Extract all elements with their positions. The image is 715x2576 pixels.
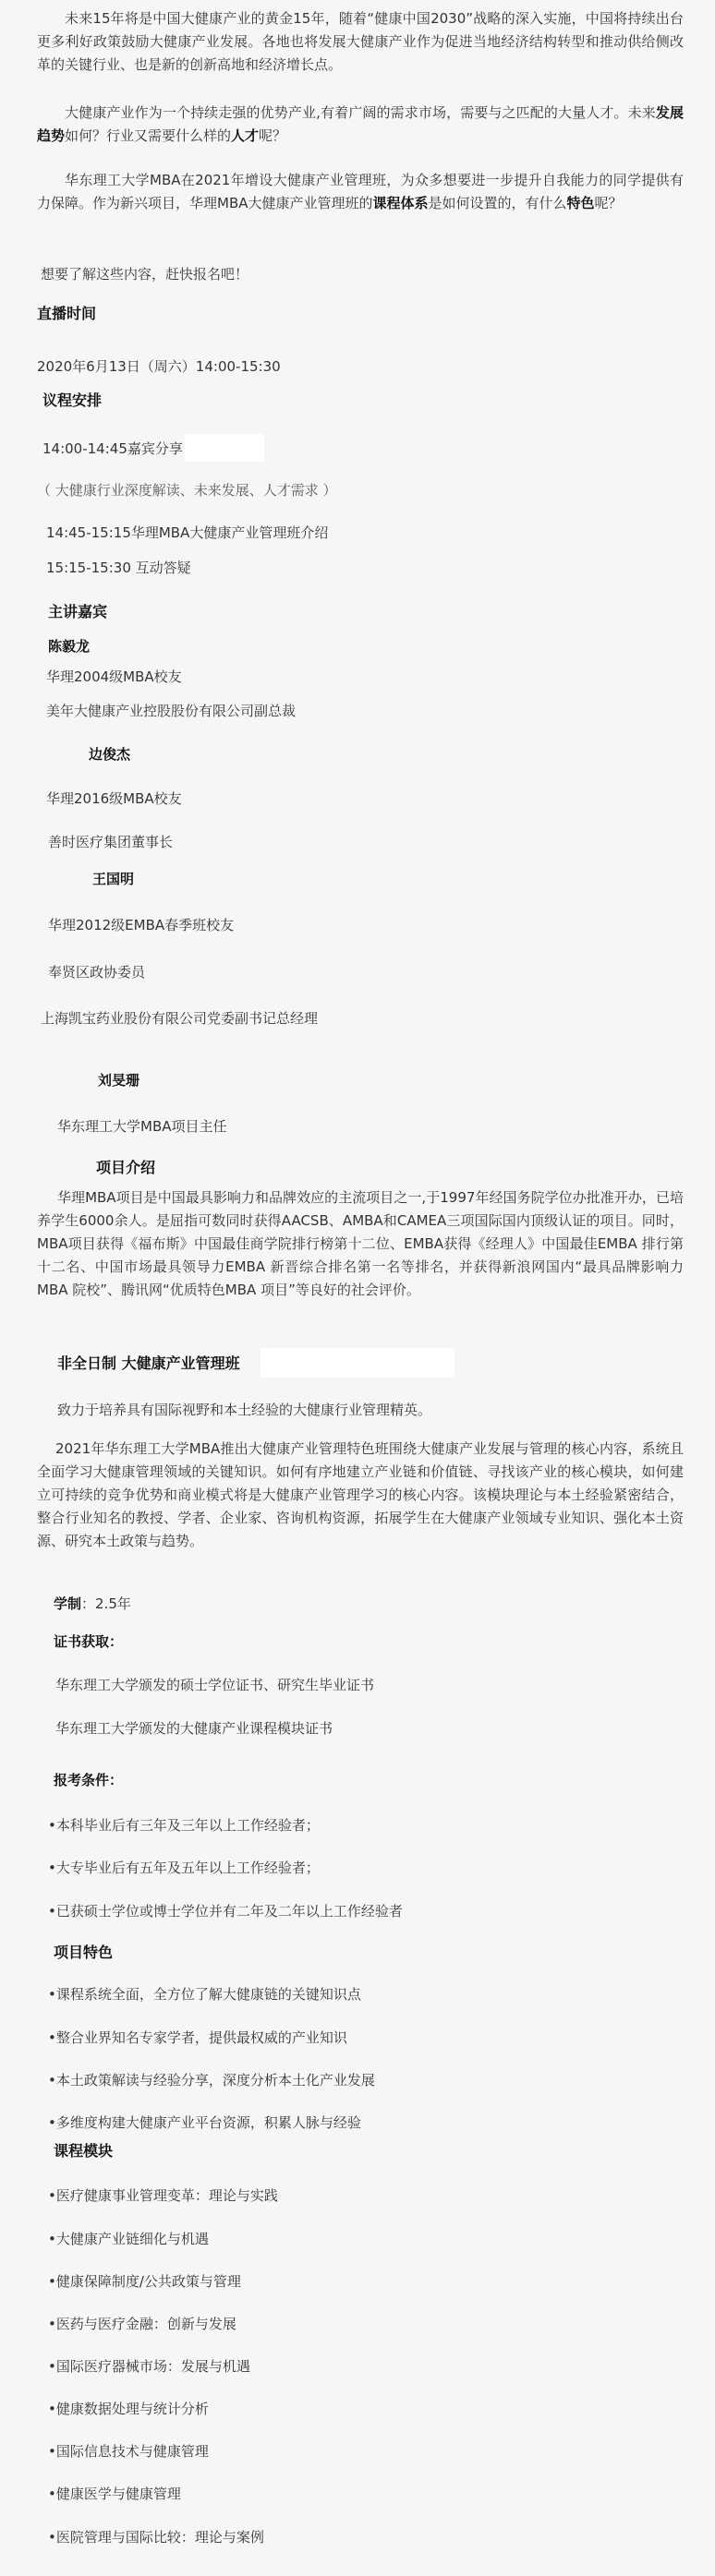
intro-text-3e: 呢？	[594, 195, 623, 211]
live-time-title: 直播时间	[37, 305, 97, 322]
project-intro-title: 项目介绍	[96, 1159, 156, 1176]
course-item: •健康数据处理与统计分析	[48, 2401, 209, 2417]
speaker-name-1: 陈毅龙	[48, 638, 91, 655]
speaker-4-line-1: 华东理工大学MBA项目主任	[57, 1118, 227, 1135]
intro-emphasis-curriculum: 课程体系	[372, 195, 429, 211]
intro-text-3a: 华东理工大学MBA在2021年增设大健康产业管理班，为众多想要进一步提升自我能力的同学提供有力保障。作为新兴项目，华理MBA大健康产业管理班的	[37, 172, 684, 211]
course-item: •国际信息技术与健康管理	[48, 2443, 209, 2460]
requirements-title: 报考条件：	[54, 1772, 124, 1788]
speaker-3-line-1: 华理2012级EMBA春季班校友	[48, 917, 235, 933]
intro-text-2c: 如何？行业又需要什么样的	[65, 127, 232, 144]
course-item: •健康保障制度/公共政策与管理	[48, 2273, 241, 2290]
requirement-item-2: •大专毕业后有五年及五年以上工作经验者；	[48, 1860, 320, 1876]
feature-item-3: •本土政策解读与经验分享，深度分析本土化产业发展	[48, 2072, 375, 2088]
speaker-3-line-2: 奉贤区政协委员	[48, 964, 146, 981]
duration-label: 学制	[54, 1595, 82, 1612]
live-time-value: 2020年6月13日（周六）14:00-15:30	[37, 358, 281, 375]
program-title: 非全日制 大健康产业管理班	[57, 1354, 240, 1372]
intro-call-to-action: 想要了解这些内容，赶快报名吧！	[41, 266, 249, 283]
redacted-block	[261, 1348, 454, 1378]
certificate-item-2: 华东理工大学颁发的大健康产业课程模块证书	[55, 1720, 333, 1737]
agenda-item-3: 15:15-15:30 互动答疑	[46, 560, 191, 576]
course-item: •健康医学与健康管理	[48, 2486, 181, 2502]
speaker-2-line-2: 善时医疗集团董事长	[48, 834, 174, 850]
intro-emphasis-talent: 人才	[231, 127, 260, 144]
requirement-item-1: •本科毕业后有三年及三年以上工作经验者；	[48, 1817, 320, 1834]
project-intro-text: 华理MBA项目是中国最具影响力和品牌效应的主流项目之一,于1997年经国务院学位办批准开办，已培养学生6000余人。是屈指可数同时获得AACSB、AMBA和CAMEA三项国际国内顶级认证的项目。同时，MBA项目获得《福布斯》中国最佳商学院排行榜第十二位、EMBA获得《经理人》中国最佳EMBA 排行第十二名、中国市场最具领导力EMBA 新晋综合排名第一名等排名，并获得新浪网国内“最具品牌影响力MBA 院校”、腾讯网“优质特色MBA 项目”等良好的社会评价。	[37, 1189, 684, 1298]
course-item: •医院管理与国际比较：理论与案例	[48, 2529, 264, 2546]
features-title: 项目特色	[54, 1944, 114, 1961]
speakers-title: 主讲嘉宾	[48, 603, 108, 620]
certificate-title: 证书获取：	[54, 1633, 124, 1650]
course-item: •医药与医疗金融：创新与发展	[48, 2316, 236, 2332]
courses-title: 课程模块	[54, 2142, 114, 2160]
speaker-name-2: 边俊杰	[89, 746, 131, 763]
speaker-3-line-3: 上海凯宝药业股份有限公司党委副书记总经理	[41, 1010, 319, 1027]
intro-text-1: 未来15年将是中国大健康产业的黄金15年，随着“健康中国2030”战略的深入实施，中国将持续出台更多利好政策鼓励大健康产业发展。各地也将发展大健康产业作为促进当地经济结构转型和推动供给侧改革的关键行业、也是新的创新高地和经济增长点。	[37, 10, 684, 73]
certificate-item-1: 华东理工大学颁发的硕士学位证书、研究生毕业证书	[55, 1677, 375, 1693]
duration-value: ：2.5年	[81, 1595, 131, 1612]
program-duration	[54, 1595, 131, 1613]
requirement-item-3: •已获硕士学位或博士学位并有二年及二年以上工作经验者	[48, 1903, 403, 1920]
agenda-item-2: 14:45-15:15华理MBA大健康产业管理班介绍	[46, 524, 329, 541]
program-body-paragraph	[37, 1438, 684, 1553]
intro-text-2a: 大健康产业作为一个持续走强的优势产业,有着广阔的需求市场，需要与之匹配的大量人才。未来	[65, 104, 656, 121]
speaker-1-line-1: 华理2004级MBA校友	[46, 668, 182, 685]
intro-text-3c: 是如何设置的，有什么	[428, 195, 567, 211]
program-body-text: 2021年华东理工大学MBA推出大健康产业管理特色班围绕大健康产业发展与管理的核心内容，系统且全面学习大健康管理领域的关键知识。如何有序地建立产业链和价值链、寻找该产业的核心模块，如何建立可持续的竞争优势和商业模式将是大健康产业管理学习的核心内容。该模块理论与本土经验紧密结合，整合行业知名的教授、学者、企业家、咨询机构资源，拓展学生在大健康产业领域专业知识、强化本土资源、研究本土政策与趋势。	[37, 1440, 684, 1549]
project-intro-paragraph	[37, 1186, 684, 1302]
agenda-item-1-note: （ 大健康行业深度解读、未来发展、人才需求 ）	[37, 482, 337, 499]
speaker-name-3: 王国明	[92, 871, 135, 887]
intro-paragraph-3	[37, 169, 684, 215]
intro-text-2e: 呢？	[259, 127, 287, 144]
speaker-name-4: 刘旻珊	[98, 1072, 140, 1089]
speaker-1-line-2: 美年大健康产业控股股份有限公司副总裁	[46, 703, 297, 719]
intro-emphasis-feature: 特色	[566, 195, 595, 211]
course-item: •大健康产业链细化与机遇	[48, 2231, 209, 2247]
agenda-title: 议程安排	[42, 391, 103, 409]
program-tagline: 致力于培养具有国际视野和本土经验的大健康行业管理精英。	[57, 1402, 432, 1418]
intro-emphasis-trend: 发展趋势	[37, 104, 684, 144]
course-item: •国际医疗器械市场：发展与机遇	[48, 2358, 250, 2375]
feature-item-4: •多维度构建大健康产业平台资源，积累人脉与经验	[48, 2114, 361, 2131]
agenda-item-1: 14:00-14:45嘉宾分享	[42, 440, 183, 457]
feature-item-1: •课程系统全面，全方位了解大健康链的关键知识点	[48, 1986, 361, 2003]
redacted-block	[185, 434, 264, 462]
speaker-2-line-1: 华理2016级MBA校友	[46, 790, 182, 807]
course-item: •医疗健康事业管理变革：理论与实践	[48, 2187, 278, 2204]
feature-item-2: •整合业界知名专家学者，提供最权威的产业知识	[48, 2029, 347, 2046]
intro-paragraph-2	[37, 102, 684, 148]
intro-paragraph-1	[37, 7, 684, 77]
